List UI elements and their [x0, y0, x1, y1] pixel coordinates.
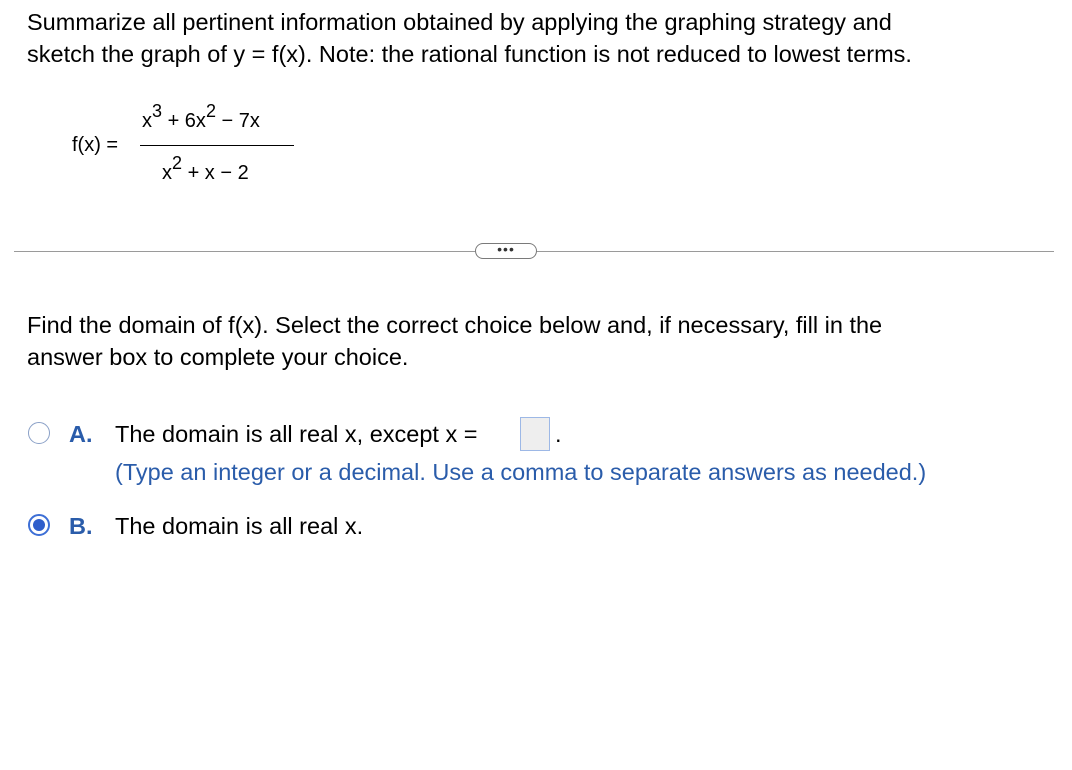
- denominator-exponent-2: 2: [172, 153, 183, 173]
- choice-b-text: The domain is all real x.: [115, 513, 364, 539]
- choice-a-period: .: [555, 421, 562, 447]
- denominator-x-base: x: [162, 162, 172, 184]
- question-line-1: Find the domain of f(x). Select the correct choice below and, if necessary, fill in the: [27, 312, 883, 338]
- choice-b-radio[interactable]: [28, 514, 50, 536]
- denominator: [162, 153, 249, 185]
- problem-line-1: Summarize all pertinent information obtained by applying the graphing strategy and: [27, 9, 892, 35]
- radio-selected-dot: [33, 519, 45, 531]
- rational-function-formula: [72, 100, 312, 200]
- function-label: f(x) =: [72, 134, 119, 156]
- numerator: [142, 101, 260, 133]
- question-line-2: answer box to complete your choice.: [27, 344, 409, 370]
- numerator-middle-term: + 6x: [162, 110, 206, 132]
- denominator-tail-term: + x − 2: [182, 162, 249, 184]
- numerator-tail-term: − 7x: [215, 110, 260, 132]
- problem-statement: [27, 6, 1057, 70]
- numerator-exponent-3: 3: [152, 101, 163, 121]
- choice-b[interactable]: [27, 510, 1057, 542]
- expand-more-button[interactable]: •••: [475, 243, 537, 259]
- problem-line-2: sketch the graph of y = f(x). Note: the rational function is not reduced to lowest terms.: [27, 41, 912, 67]
- fraction-bar: [140, 145, 294, 146]
- choice-a-text: The domain is all real x, except x =: [115, 421, 478, 447]
- numerator-exponent-2: 2: [205, 101, 216, 121]
- domain-exception-answer-box[interactable]: [520, 417, 550, 451]
- choice-a-hint: (Type an integer or a decimal. Use a comma to separate answers as needed.): [115, 459, 927, 485]
- choice-a-radio[interactable]: [28, 422, 50, 444]
- numerator-x-base: x: [142, 110, 152, 132]
- choice-b-letter: B.: [69, 513, 93, 539]
- choice-a-letter: A.: [69, 421, 93, 447]
- choice-a[interactable]: [27, 418, 1057, 450]
- question-prompt: [27, 309, 1027, 373]
